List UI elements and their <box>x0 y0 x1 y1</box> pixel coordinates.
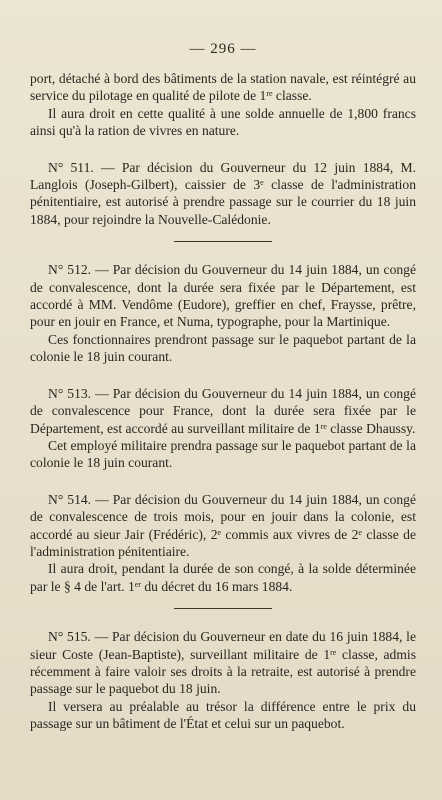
page-number: — 296 — <box>189 41 257 57</box>
paragraph: Il aura droit, pendant la durée de son congé, à la solde déterminée par le § 4 de l'art. 1er du décret du 16 mars 1884. <box>30 561 416 594</box>
paragraph: N° 513. — Par décision du Gouverneur du 14 juin 1884, un congé de convalescence pour France, dont la durée sera fixée par le Département, est accordé au surveillant militaire de 1re classe Dhaussy. <box>30 385 416 436</box>
paragraph: N° 515. — Par décision du Gouverneur en date du 16 juin 1884, le sieur Coste (Jean-Baptiste), surveillant militaire de 1re classe, admis récemment à faire valoir ses droits à la retraite, est autorisé à prendre passage sur le paquebot du 18 juin. <box>30 629 416 697</box>
paragraph: Cet employé militaire prendra passage sur le paquebot partant de la colonie le 18 juin courant. <box>30 437 416 471</box>
paragraph: Il aura droit en cette qualité à une solde annuelle de 1,800 francs ainsi qu'à la ration de vivres en nature. <box>30 105 416 139</box>
paragraph: Il versera au préalable au trésor la différence entre le prix du passage sur un bâtiment de l'État et celui sur un paquebot. <box>30 698 416 732</box>
paragraph: N° 512. — Par décision du Gouverneur du 14 juin 1884, un congé de convalescence, dont la durée sera fixée par le Département, est accordé à MM. Vendôme (Eudore), greffier en chef, Fraysse, prêtre, pour en jouir en France, et Numa, typographe, pour la Martinique. <box>30 262 416 330</box>
section-separator <box>174 241 272 242</box>
paragraph: N° 511. — Par décision du Gouverneur du 12 juin 1884, M. Langlois (Joseph-Gilbert), caissier de 3e classe de l'administration pénitentiaire, est autorisé à prendre passage sur le courrier du 18 juin 1884, pour rejoindre la Nouvelle-Calédonie. <box>30 159 416 227</box>
paragraph: N° 514. — Par décision du Gouverneur du 14 juin 1884, un congé de convalescence de trois mois, pour en jouir dans la colonie, est accordé au sieur Jair (Frédéric), 2e commis aux vivres de 2e classe de l'administration pénitentiaire. <box>30 491 416 559</box>
document-body <box>30 70 416 733</box>
paragraph: Ces fonctionnaires prendront passage sur le paquebot partant de la colonie le 18 juin courant. <box>30 331 416 365</box>
paragraph: port, détaché à bord des bâtiments de la station navale, est réintégré au service du pilotage en qualité de pilote de 1re classe. <box>30 71 416 104</box>
section-separator <box>174 608 272 609</box>
